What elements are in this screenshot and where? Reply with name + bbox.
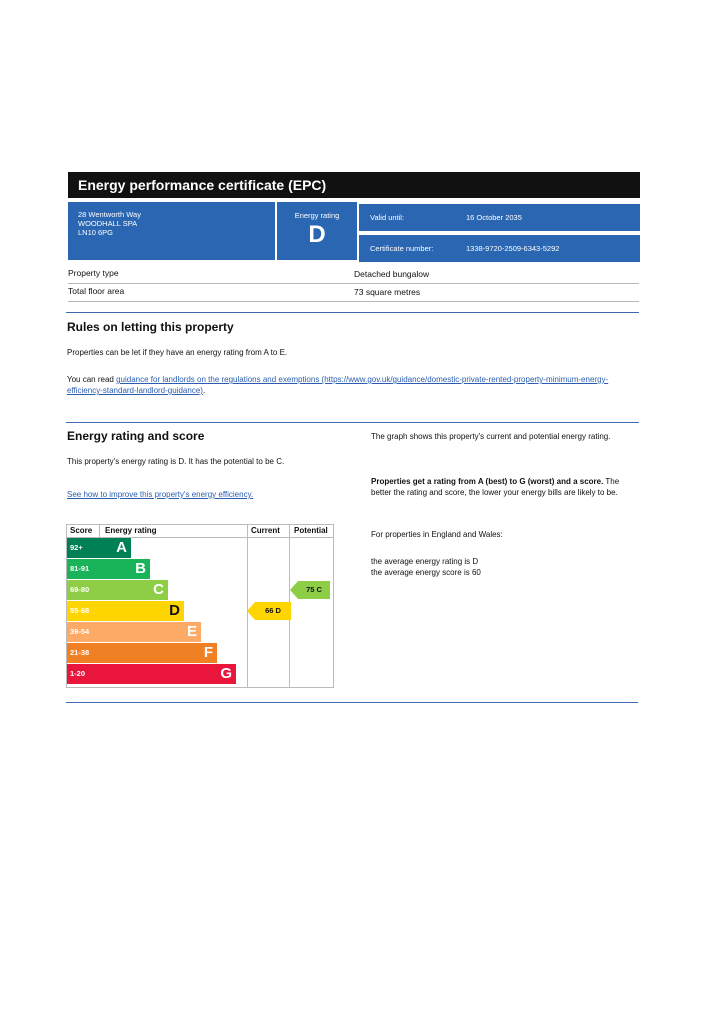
certificate-label: Certificate number:: [370, 244, 434, 253]
rules-heading: Rules on letting this property: [67, 320, 234, 334]
property-type-value: Detached bungalow: [354, 269, 430, 279]
band-score-range: 39-54: [70, 627, 90, 636]
band-letter: G: [220, 665, 232, 682]
property-type-label: Property type: [68, 268, 119, 278]
valid-until-label: Valid until:: [370, 213, 405, 222]
floor-area-value: 73 square metres: [354, 287, 421, 297]
certificate-number: 1338-9720-2509-6343-5292: [466, 244, 560, 253]
guidance-suffix: .: [202, 386, 206, 395]
band-letter: A: [116, 539, 127, 556]
certificate-row: [359, 235, 640, 262]
address-line-3: LN10 6PG: [78, 228, 114, 237]
graph-text: The graph shows this property's current and potential energy rating.: [371, 432, 611, 441]
address-line-2: WOODHALL SPA: [78, 219, 138, 228]
current-rating-arrow: 66 D: [255, 602, 291, 620]
energy-rating-box: [277, 202, 357, 260]
band-score-range: 81-91: [70, 564, 90, 573]
improve-link[interactable]: See how to improve this property's energy efficiency.: [67, 490, 254, 499]
energy-rating-chart: [66, 524, 334, 688]
rating-explanation-bold: Properties get a rating from A (best) to G (worst) and a score.: [371, 477, 604, 486]
band-score-range: 92+: [70, 543, 83, 552]
energy-rating-label: Energy rating: [294, 211, 340, 220]
band-letter: E: [186, 623, 197, 640]
rules-text: Properties can be let if they have an energy rating from A to E.: [67, 348, 288, 357]
average-rating-text: the average energy rating is D: [371, 557, 479, 566]
band-score-range: 21-38: [70, 648, 90, 657]
chart-header-score: Score: [70, 526, 93, 535]
epc-title-bar: [68, 172, 640, 198]
rating-band-f: [67, 643, 217, 663]
rating-explanation-tail: The better the rating and score, the lower your energy bills are likely to be.: [371, 477, 620, 497]
valid-until-value: 16 October 2035: [466, 213, 522, 222]
rating-band-d: [67, 601, 184, 621]
band-score-range: 55-68: [70, 606, 90, 615]
chart-header-current: Current: [251, 526, 280, 535]
improve-text: [67, 489, 347, 500]
potential-rating-arrow: 75 C: [298, 581, 330, 599]
region-text: For properties in England and Wales:: [371, 530, 503, 539]
rating-explanation: [371, 476, 627, 498]
page-title: Energy performance certificate (EPC): [78, 177, 327, 193]
energy-rating-letter: D: [308, 221, 326, 248]
divider: [68, 283, 639, 284]
band-letter: F: [203, 644, 213, 661]
average-score-text: the average energy score is 60: [371, 568, 481, 577]
current-rating-text: This property's energy rating is D. It has the potential to be C.: [67, 457, 285, 466]
valid-until-row: [359, 204, 640, 231]
address-block: [68, 202, 275, 260]
band-letter: C: [153, 581, 164, 598]
rating-band-a: [67, 538, 131, 558]
rules-guidance-text: [67, 374, 635, 396]
band-letter: D: [169, 602, 180, 619]
section-divider: [66, 312, 639, 313]
chart-header-potential: Potential: [294, 526, 328, 535]
band-score-range: 1-20: [70, 669, 86, 678]
rating-band-g: [67, 664, 236, 684]
rating-band-c: [67, 580, 168, 600]
chart-header-rating: Energy rating: [105, 526, 157, 535]
divider: [68, 301, 639, 302]
band-score-range: 69-80: [70, 585, 90, 594]
address-line-1: 28 Wentworth Way: [78, 210, 141, 219]
chart-gridline: [99, 525, 100, 537]
rating-band-e: [67, 622, 201, 642]
section-divider: [66, 422, 639, 423]
energy-heading: Energy rating and score: [67, 429, 205, 443]
section-divider: [66, 702, 638, 703]
guidance-prefix: You can read: [67, 375, 117, 384]
rating-band-b: [67, 559, 150, 579]
guidance-link[interactable]: guidance for landlords on the regulations and exemptions (https://www.gov.uk/guidance/domestic-private-rented-property-minimum-energy-efficiency-standard-landlord-guidance): [67, 375, 609, 395]
band-letter: B: [135, 560, 146, 577]
floor-area-label: Total floor area: [68, 286, 125, 296]
